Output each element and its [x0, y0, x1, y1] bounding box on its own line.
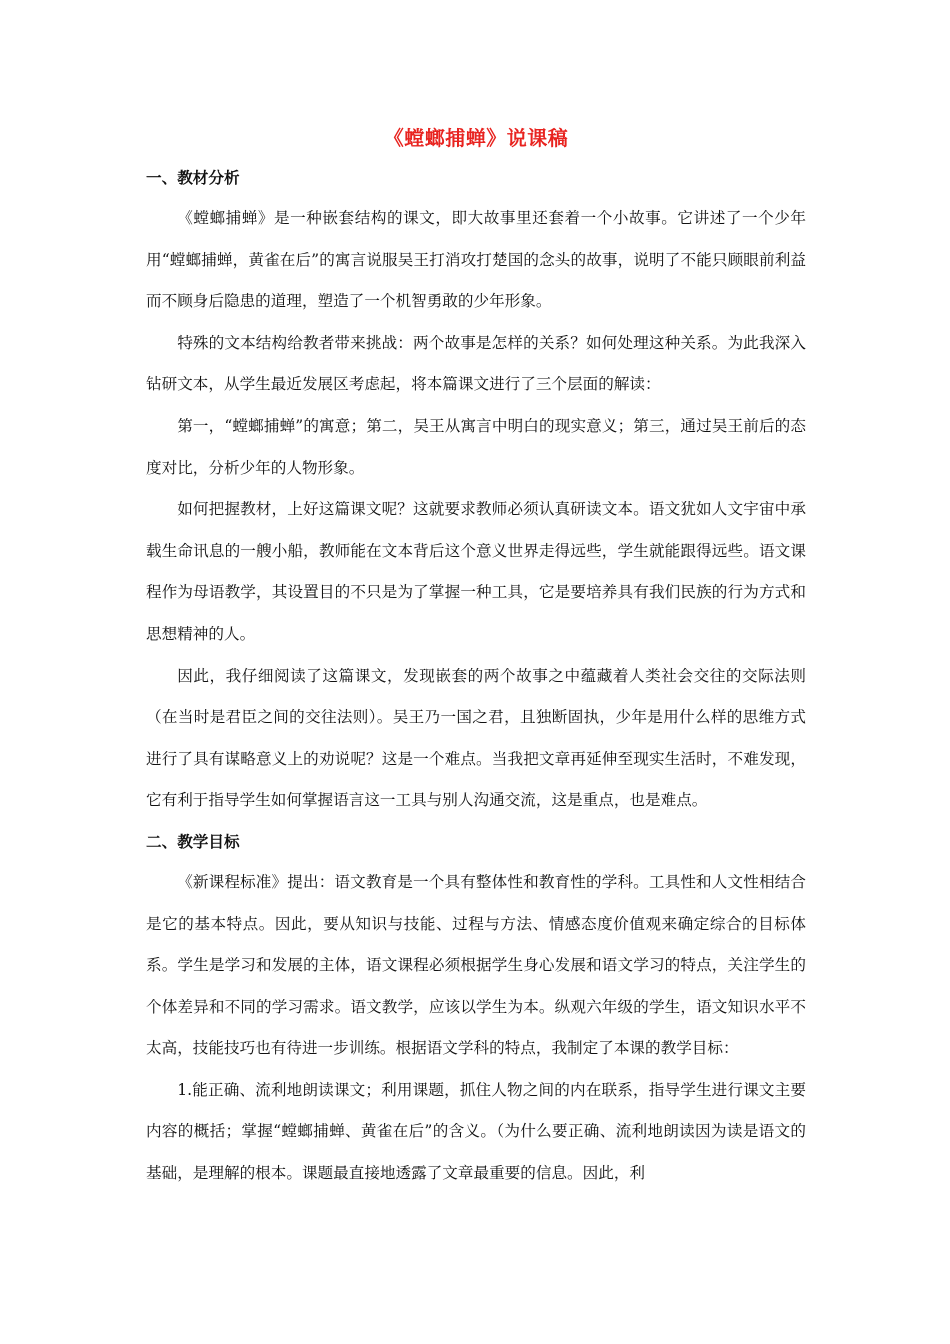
paragraph: 因此，我仔细阅读了这篇课文，发现嵌套的两个故事之中蕴藏着人类社会交往的交际法则（在当时是君臣之间的交往法则）。吴王乃一国之君，且独断固执，少年是用什么样的思维方式进行了具有谋略意义上的劝说呢？这是一个难点。当我把文章再延伸至现实生活时，不难发现，它有利于指导学生如何掌握语言这一工具与别人沟通交流，这是重点，也是难点。	[146, 666, 806, 810]
section-heading-2: 二、教学目标	[146, 831, 240, 851]
paragraph: 特殊的文本结构给教者带来挑战：两个故事是怎样的关系？如何处理这种关系。为此我深入钻研文本，从学生最近发展区考虑起，将本篇课文进行了三个层面的解读：	[146, 333, 806, 394]
document-page	[146, 118, 806, 1195]
paragraph: 第一，“螳螂捕蝉”的寓意；第二，吴王从寓言中明白的现实意义；第三，通过吴王前后的态度对比，分析少年的人物形象。	[146, 416, 806, 477]
section-heading-1: 一、教材分析	[146, 168, 240, 187]
paragraph: 1.能正确、流利地朗读课文；利用课题，抓住人物之间的内在联系，指导学生进行课文主要内容的概括；掌握“螳螂捕蝉、黄雀在后”的含义。（为什么要正确、流利地朗读因为读是语文的基础，是理解的根本。课题最直接地透露了文章最重要的信息。因此，利	[146, 1080, 806, 1183]
document-title: 《螳螂捕蝉》说课稿	[383, 126, 569, 150]
paragraph: 如何把握教材，上好这篇课文呢？这就要求教师必须认真研读文本。语文犹如人文宇宙中承载生命讯息的一艘小船，教师能在文本背后这个意义世界走得远些，学生就能跟得远些。语文课程作为母语教学，其设置目的不只是为了掌握一种工具，它是要培养具有我们民族的行为方式和思想精神的人。	[146, 500, 806, 643]
paragraph: 《新课程标准》提出：语文教育是一个具有整体性和教育性的学科。工具性和人文性相结合是它的基本特点。因此，要从知识与技能、过程与方法、情感态度价值观来确定综合的目标体系。学生是学习和发展的主体，语文课程必须根据学生身心发展和语文学习的特点，关注学生的个体差异和不同的学习需求。语文教学，应该以学生为本。纵观六年级的学生，语文知识水平不太高，技能技巧也有待进一步训练。根据语文学科的特点，我制定了本课的教学目标：	[146, 872, 806, 1058]
paragraph: 《螳螂捕蝉》是一种嵌套结构的课文，即大故事里还套着一个小故事。它讲述了一个少年用“螳螂捕蝉，黄雀在后”的寓言说服吴王打消攻打楚国的念头的故事，说明了不能只顾眼前利益而不顾身后隐患的道理，塑造了一个机智勇敢的少年形象。	[146, 209, 806, 311]
